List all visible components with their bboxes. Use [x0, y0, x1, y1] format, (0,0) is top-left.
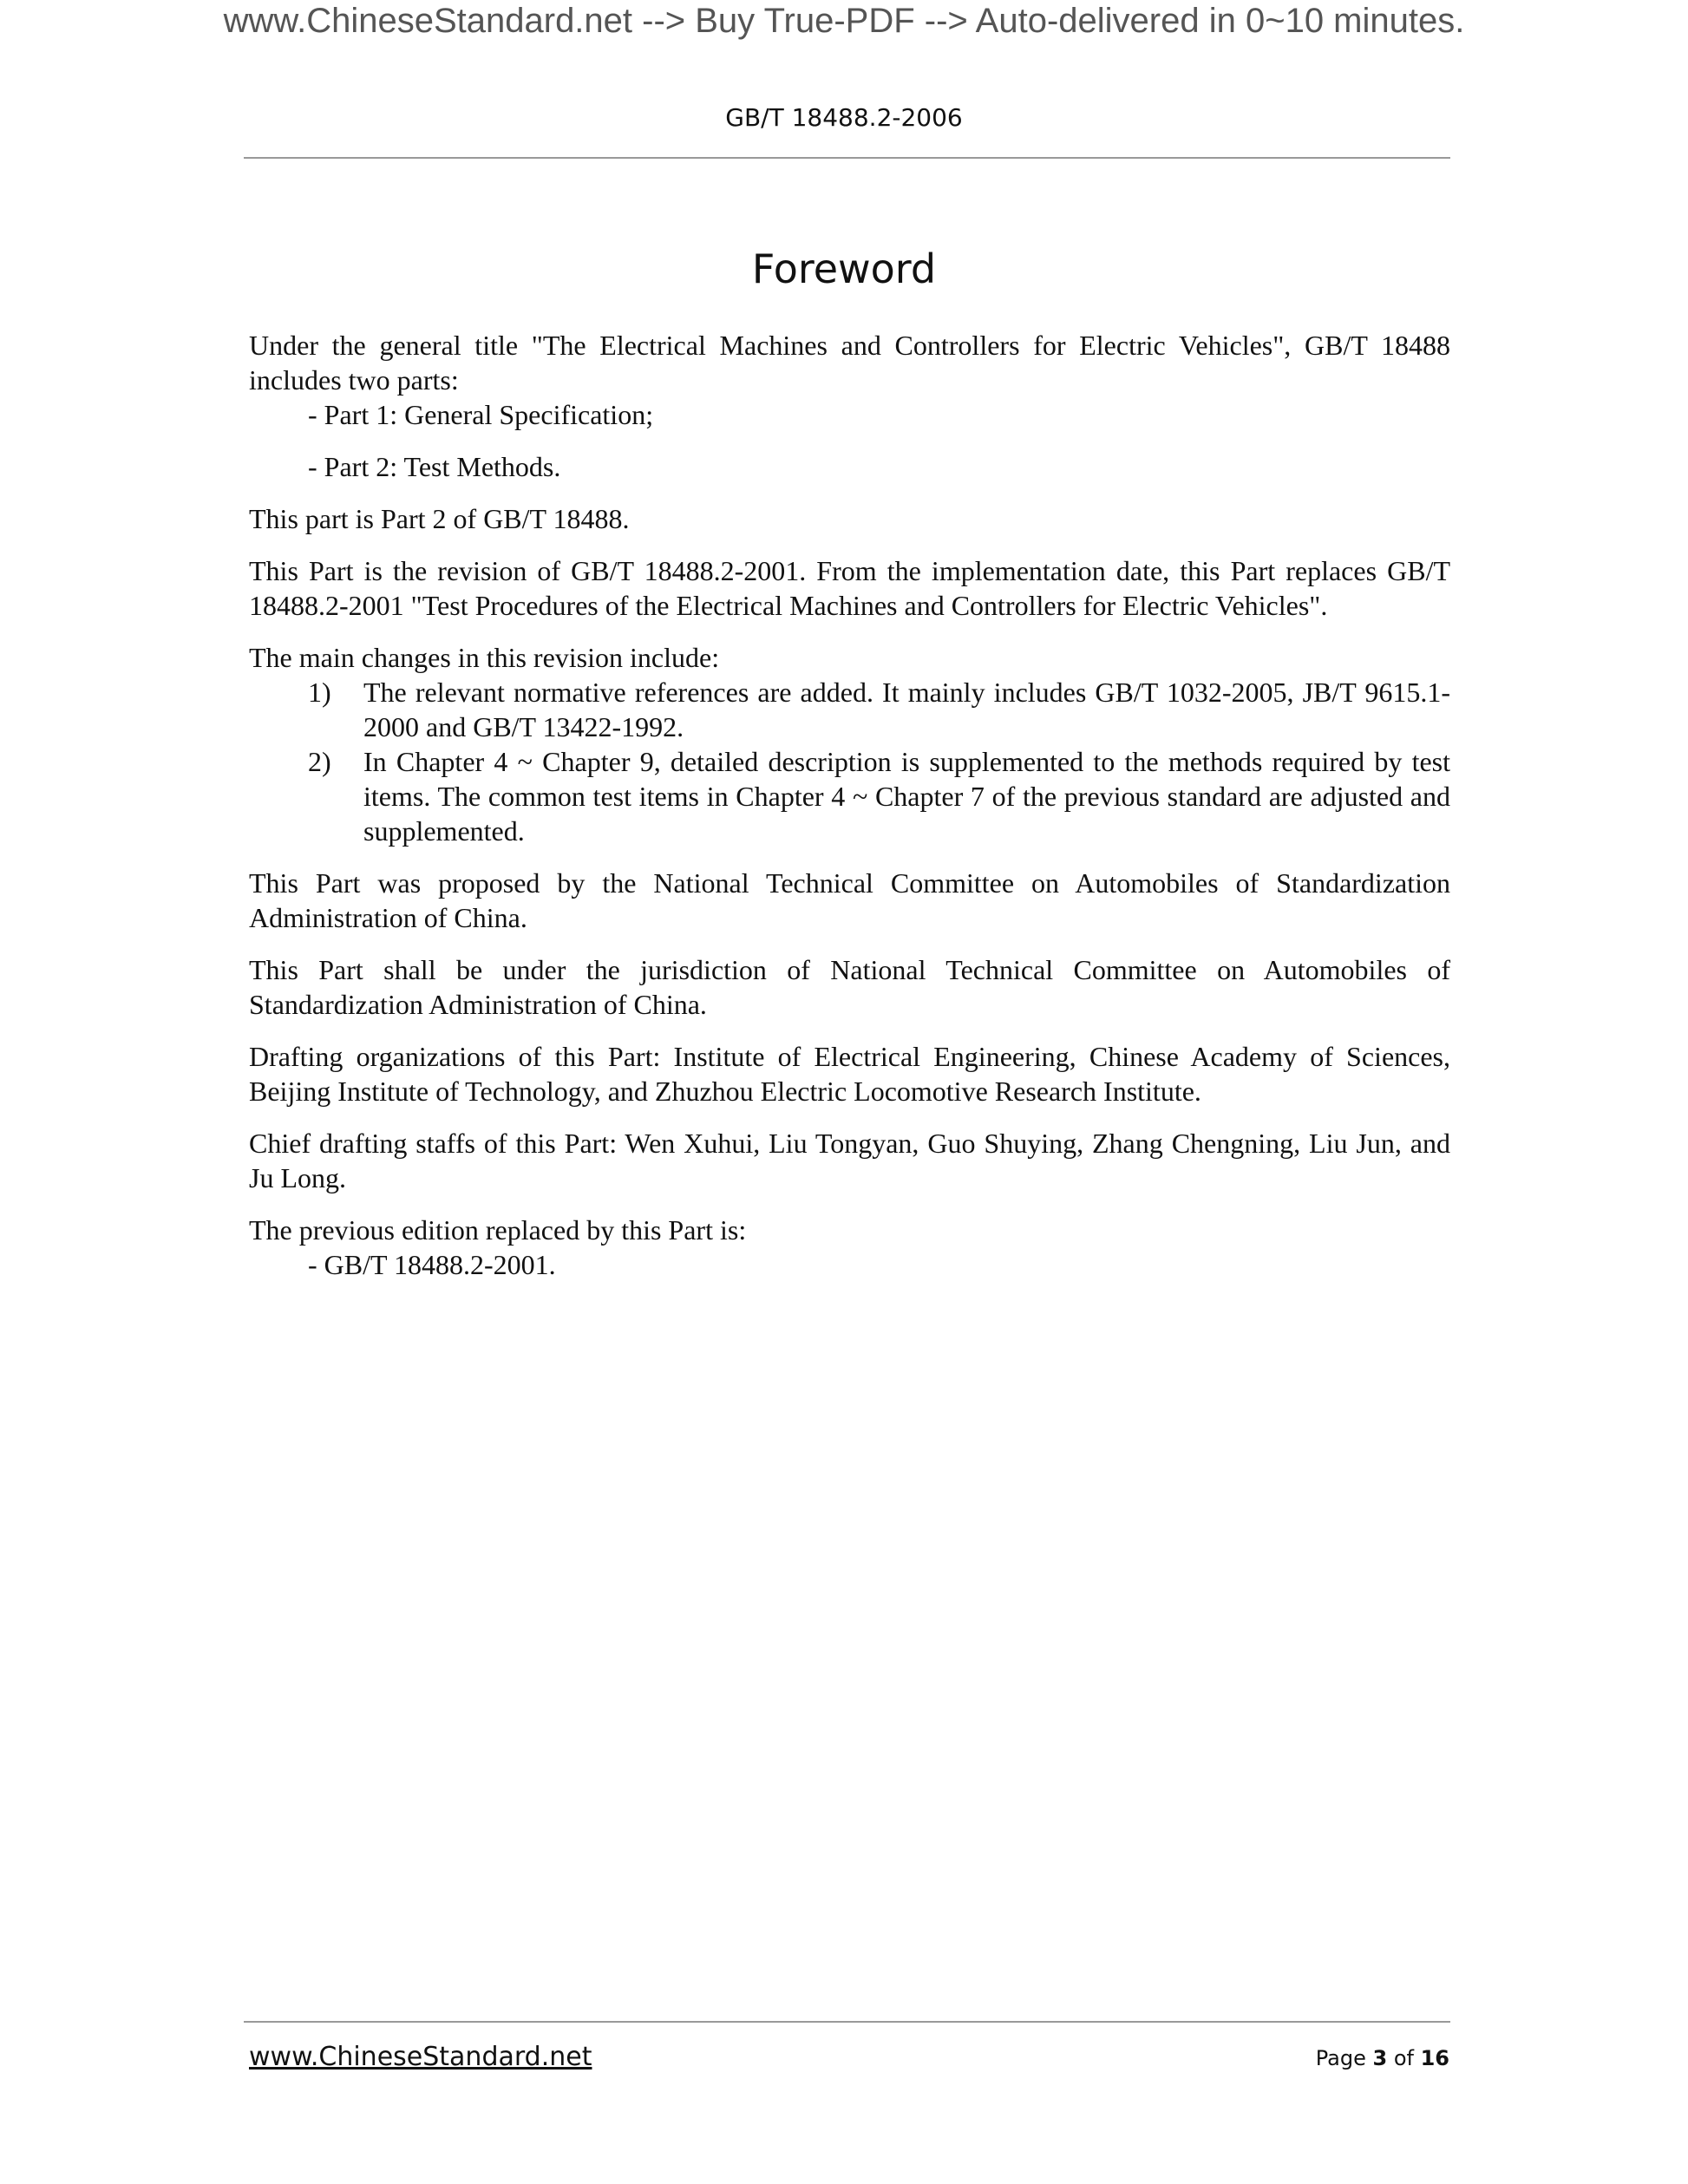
previous-edition-item: - GB/T 18488.2-2001. [308, 1249, 556, 1280]
page-current: 3 [1372, 2046, 1388, 2070]
change-number: 2) [308, 746, 331, 777]
change-item [249, 675, 1450, 744]
part-list-item: - Part 2: Test Methods. [308, 451, 561, 482]
part-list-item: - Part 1: General Specification; [308, 399, 654, 430]
changes-list [249, 675, 1450, 848]
website-link[interactable]: www.ChineseStandard.net [249, 2042, 592, 2072]
drafting-organizations-paragraph: Drafting organizations of this Part: Institute of Electrical Engineering, Chinese Academy of Sciences, Beijing Institute of Technology, and Zhuzhou Electric Locomotive Research Institute. [249, 1041, 1450, 1107]
promo-banner: www.ChineseStandard.net --> Buy True-PDF --> Auto-delivered in 0~10 minutes. [223, 2, 1465, 40]
proposed-by-paragraph: This Part was proposed by the National Technical Committee on Automobiles of Standardization Administration of China. [249, 867, 1450, 933]
change-item [249, 744, 1450, 848]
drafting-staff-paragraph: Chief drafting staffs of this Part: Wen Xuhui, Liu Tongyan, Guo Shuying, Zhang Chengning, Liu Jun, and Ju Long. [249, 1128, 1450, 1193]
change-text: The relevant normative references are added. It mainly includes GB/T 1032-2005, JB/T 9615.1-2000 and GB/T 13422-1992. [363, 677, 1450, 742]
footer-divider [244, 2021, 1450, 2023]
page-prefix: Page [1315, 2046, 1373, 2070]
page-of: of [1387, 2046, 1421, 2070]
intro-paragraph: Under the general title "The Electrical Machines and Controllers for Electric Vehicles", GB/T 18488 includes two parts: [249, 330, 1450, 396]
change-text: In Chapter 4 ~ Chapter 9, detailed description is supplemented to the methods required by test items. The common test items in Chapter 4 ~ Chapter 7 of the previous standard are adjusted and supplemented. [363, 746, 1450, 847]
page-title: Foreword [751, 245, 937, 292]
part-of-paragraph: This part is Part 2 of GB/T 18488. [249, 503, 630, 534]
jurisdiction-paragraph: This Part shall be under the jurisdiction of National Technical Committee on Automobiles of Standardization Administration of China. [249, 954, 1450, 1020]
document-header: GB/T 18488.2-2006 [725, 103, 963, 132]
document-body [249, 328, 1450, 1299]
change-number: 1) [308, 677, 331, 708]
page-total: 16 [1420, 2046, 1449, 2070]
previous-edition-intro: The previous edition replaced by this Part is: [249, 1214, 747, 1246]
changes-intro: The main changes in this revision include: [249, 642, 720, 673]
page-number [1316, 2044, 1449, 2072]
header-divider [244, 157, 1450, 159]
revision-paragraph: This Part is the revision of GB/T 18488.2-2001. From the implementation date, this Part replaces GB/T 18488.2-2001 "Test Procedures of the Electrical Machines and Controllers for Electric Vehicles". [249, 555, 1450, 621]
